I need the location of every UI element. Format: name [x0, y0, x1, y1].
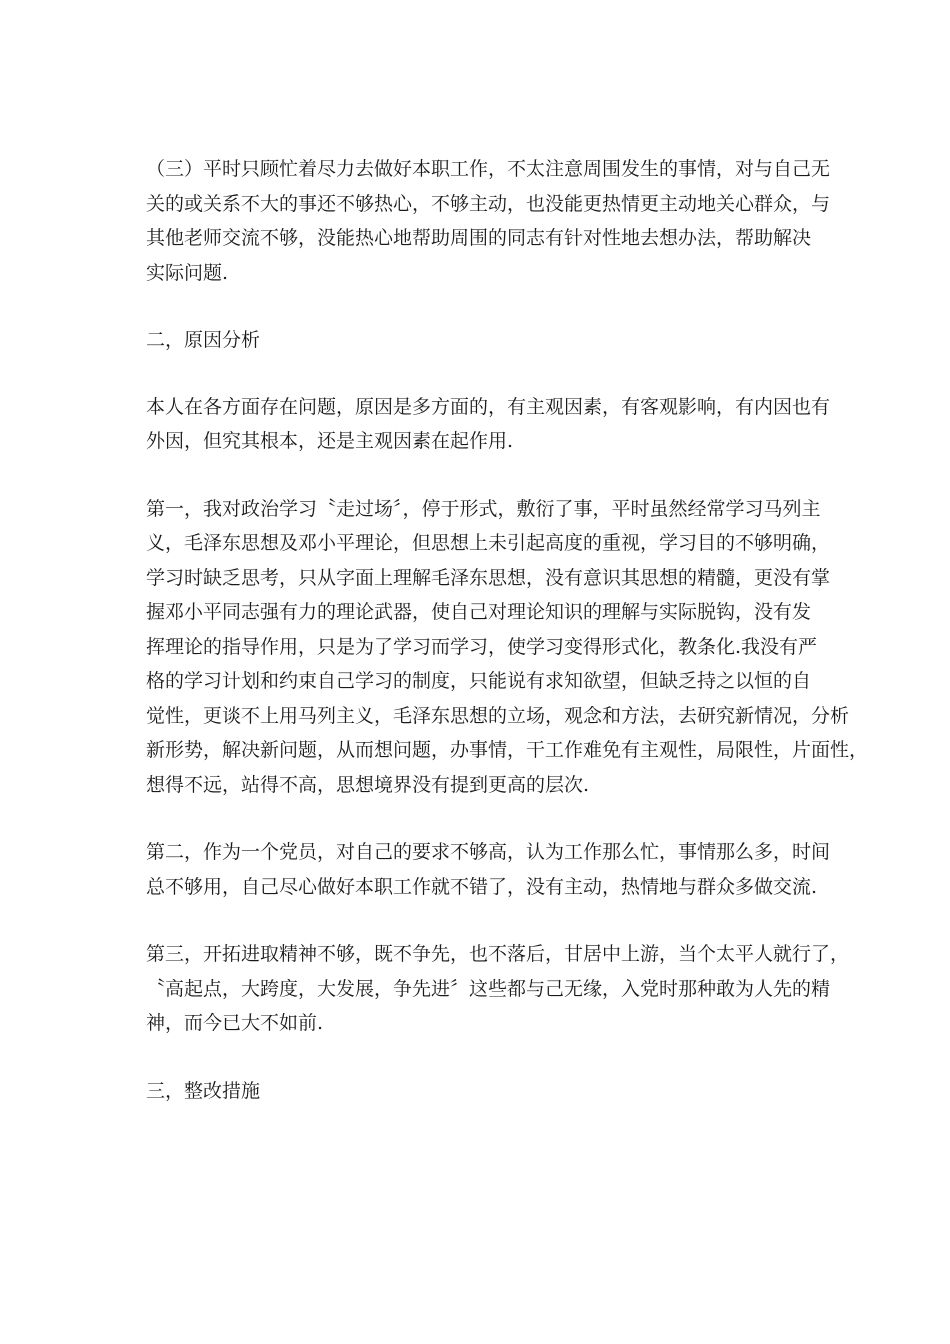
section-heading-rectification: [146, 1074, 810, 1109]
text-line: 握邓小平同志强有力的理论武器，使自己对理论知识的理解与实际脱钩，没有发: [146, 601, 812, 623]
text-line: 第三，开拓进取精神不够，既不争先，也不落后，甘居中上游，当个太平人就行了，: [146, 943, 850, 965]
heading-text: 三，整改措施: [146, 1079, 261, 1102]
text-line: 关的或关系不大的事还不够热心，不够主动，也没能更热情更主动地关心群众，与: [146, 192, 831, 215]
text-line: 格的学习计划和约束自己学习的制度，只能说有求知欲望，但缺乏持之以恒的自: [146, 670, 812, 692]
text-line: 想得不远，站得不高，思想境界没有提到更高的层次.: [146, 773, 590, 796]
text-line: 义，毛泽东思想及邓小平理论，但思想上未引起高度的重视，学习目的不够明确，: [146, 532, 831, 554]
text-line: 第一，我对政治学习〝走过场〞，停于形式，敷衍了事，平时虽然经常学习马列主: [146, 497, 821, 520]
heading-text: 二，原因分析: [146, 329, 261, 351]
text-line: 第二，作为一个党员，对自己的要求不够高，认为工作那么忙，事情那么多，时间: [146, 841, 831, 863]
text-line: 外因，但究其根本，还是主观因素在起作用.: [146, 430, 514, 452]
text-line: 新形势，解决新问题，从而想问题，办事情，干工作难免有主观性，局限性，片面性，: [146, 739, 869, 761]
paragraph-first-cause: [146, 492, 869, 803]
paragraph-item-3: [146, 152, 831, 290]
text-line: 其他老师交流不够，没能热心地帮助周围的同志有针对性地去想办法，帮助解决: [146, 227, 812, 249]
text-line: 本人在各方面存在问题，原因是多方面的，有主观因素，有客观影响，有内因也有: [146, 395, 831, 418]
text-line: 〝高起点，大跨度，大发展，争先进〞这些都与己无缘，入党时那种敢为人先的精: [146, 977, 831, 1000]
paragraph-third-cause: [146, 937, 850, 1041]
paragraph-intro: [146, 390, 831, 459]
text-line: 实际问题.: [146, 261, 229, 284]
text-line: 神，而今已大不如前.: [146, 1012, 324, 1034]
text-line: 挥理论的指导作用，只是为了学习而学习，使学习变得形式化，教条化.我没有严: [146, 635, 818, 658]
text-line: 觉性，更谈不上用马列主义，毛泽东思想的立场，观念和方法，去研究新情况，分析: [146, 704, 850, 727]
text-line: （三）平时只顾忙着尽力去做好本职工作，不太注意周围发生的事情，对与自己无: [146, 158, 831, 180]
paragraph-second-cause: [146, 835, 831, 904]
text-line: 学习时缺乏思考，只从字面上理解毛泽东思想，没有意识其思想的精髓，更没有掌: [146, 566, 831, 589]
text-line: 总不够用，自己尽心做好本职工作就不错了，没有主动，热情地与群众多做交流.: [146, 875, 818, 898]
document-page: [146, 152, 869, 1140]
section-heading-cause-analysis: [146, 323, 810, 358]
